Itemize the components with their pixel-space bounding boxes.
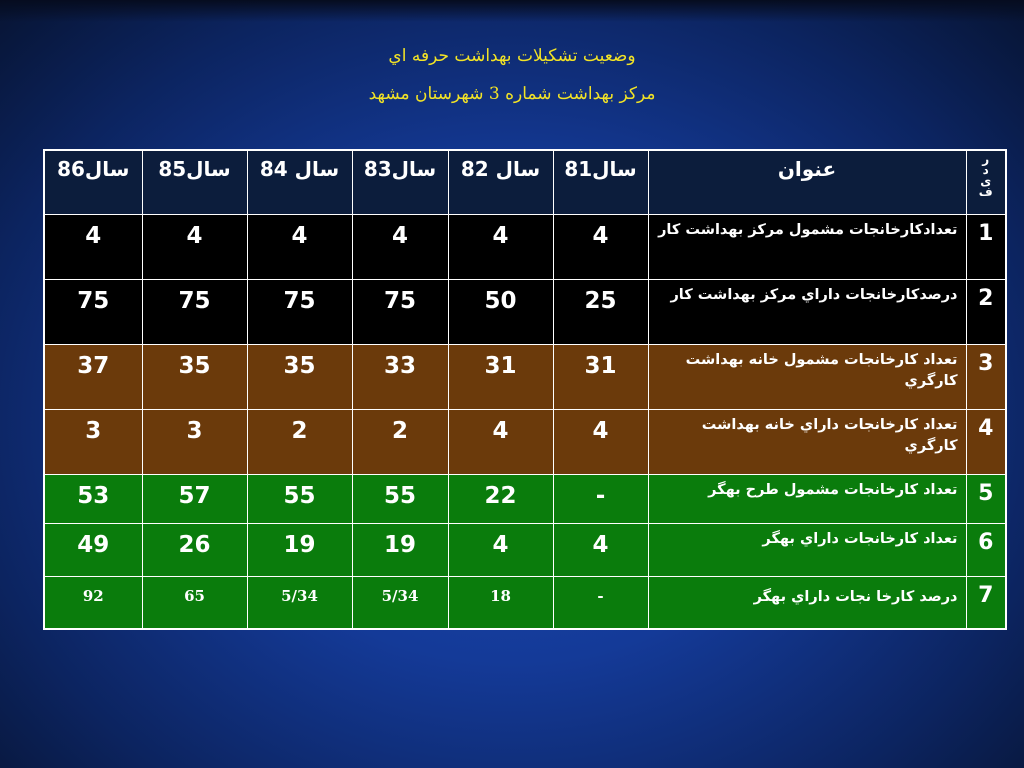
- cell-value: 55: [247, 474, 352, 523]
- cell-value: 2: [247, 409, 352, 474]
- cell-value: 53: [44, 474, 142, 523]
- header-year-81: سال81: [553, 150, 648, 214]
- cell-value: 33: [352, 344, 448, 409]
- cell-value: 37: [44, 344, 142, 409]
- row-title: درصد كارخا نجات داراي بهگر: [648, 576, 966, 629]
- row-title: تعدادكارخانجات مشمول مركز بهداشت كار: [648, 214, 966, 279]
- cell-value: 4: [247, 214, 352, 279]
- row-index: 4: [966, 409, 1006, 474]
- cell-value: 22: [448, 474, 553, 523]
- cell-value: 4: [448, 409, 553, 474]
- cell-value: 49: [44, 523, 142, 576]
- cell-value: 4: [142, 214, 247, 279]
- header-year-86: سال86: [44, 150, 142, 214]
- top-shade: [0, 0, 1024, 22]
- header-index: [966, 150, 1006, 214]
- row-index: 2: [966, 279, 1006, 344]
- cell-value: 4: [352, 214, 448, 279]
- cell-value: 75: [142, 279, 247, 344]
- cell-value: 5/34: [352, 576, 448, 629]
- table-row: [44, 576, 1006, 629]
- row-index: 3: [966, 344, 1006, 409]
- cell-value: 57: [142, 474, 247, 523]
- row-index: 5: [966, 474, 1006, 523]
- header-year-84: سال 84: [247, 150, 352, 214]
- header-index-label: ر د ی ف: [978, 152, 993, 199]
- cell-value: 4: [553, 523, 648, 576]
- table-row: [44, 344, 1006, 409]
- header-year-82: سال 82: [448, 150, 553, 214]
- cell-value: 31: [553, 344, 648, 409]
- cell-value: 19: [247, 523, 352, 576]
- cell-value: 4: [44, 214, 142, 279]
- slide-subtitle: مركز بهداشت شماره 3 شهرستان مشهد: [368, 84, 656, 104]
- row-title: تعداد كارخانجات داراي خانه بهداشت كارگري: [648, 409, 966, 474]
- cell-value: 18: [448, 576, 553, 629]
- table-row: [44, 409, 1006, 474]
- cell-value: 3: [142, 409, 247, 474]
- cell-value: -: [553, 576, 648, 629]
- cell-value: 4: [553, 409, 648, 474]
- cell-value: 55: [352, 474, 448, 523]
- cell-value: 25: [553, 279, 648, 344]
- cell-value: -: [553, 474, 648, 523]
- cell-value: 31: [448, 344, 553, 409]
- header-year-85: سال85: [142, 150, 247, 214]
- table-header-row: [44, 150, 1006, 214]
- cell-value: 2: [352, 409, 448, 474]
- cell-value: 35: [247, 344, 352, 409]
- slide-title: وضعيت تشكيلات بهداشت حرفه اي: [388, 46, 636, 66]
- row-title: درصدكارخانجات داراي مركز بهداشت كار: [648, 279, 966, 344]
- header-title: عنوان: [648, 150, 966, 214]
- cell-value: 4: [553, 214, 648, 279]
- cell-value: 75: [44, 279, 142, 344]
- cell-value: 19: [352, 523, 448, 576]
- cell-value: 26: [142, 523, 247, 576]
- row-title: تعداد كارخانجات مشمول خانه بهداشت كارگري: [648, 344, 966, 409]
- cell-value: 4: [448, 523, 553, 576]
- row-index: 7: [966, 576, 1006, 629]
- row-index: 6: [966, 523, 1006, 576]
- cell-value: 35: [142, 344, 247, 409]
- table-row: [44, 214, 1006, 279]
- table-row: [44, 523, 1006, 576]
- header-year-83: سال83: [352, 150, 448, 214]
- table-row: [44, 474, 1006, 523]
- cell-value: 92: [44, 576, 142, 629]
- row-title: تعداد كارخانجات مشمول طرح بهگر: [648, 474, 966, 523]
- table-row: [44, 279, 1006, 344]
- data-table: [43, 149, 1007, 630]
- cell-value: 75: [352, 279, 448, 344]
- cell-value: 4: [448, 214, 553, 279]
- cell-value: 5/34: [247, 576, 352, 629]
- cell-value: 75: [247, 279, 352, 344]
- row-index: 1: [966, 214, 1006, 279]
- cell-value: 65: [142, 576, 247, 629]
- row-title: تعداد كارخانجات داراي بهگر: [648, 523, 966, 576]
- cell-value: 50: [448, 279, 553, 344]
- cell-value: 3: [44, 409, 142, 474]
